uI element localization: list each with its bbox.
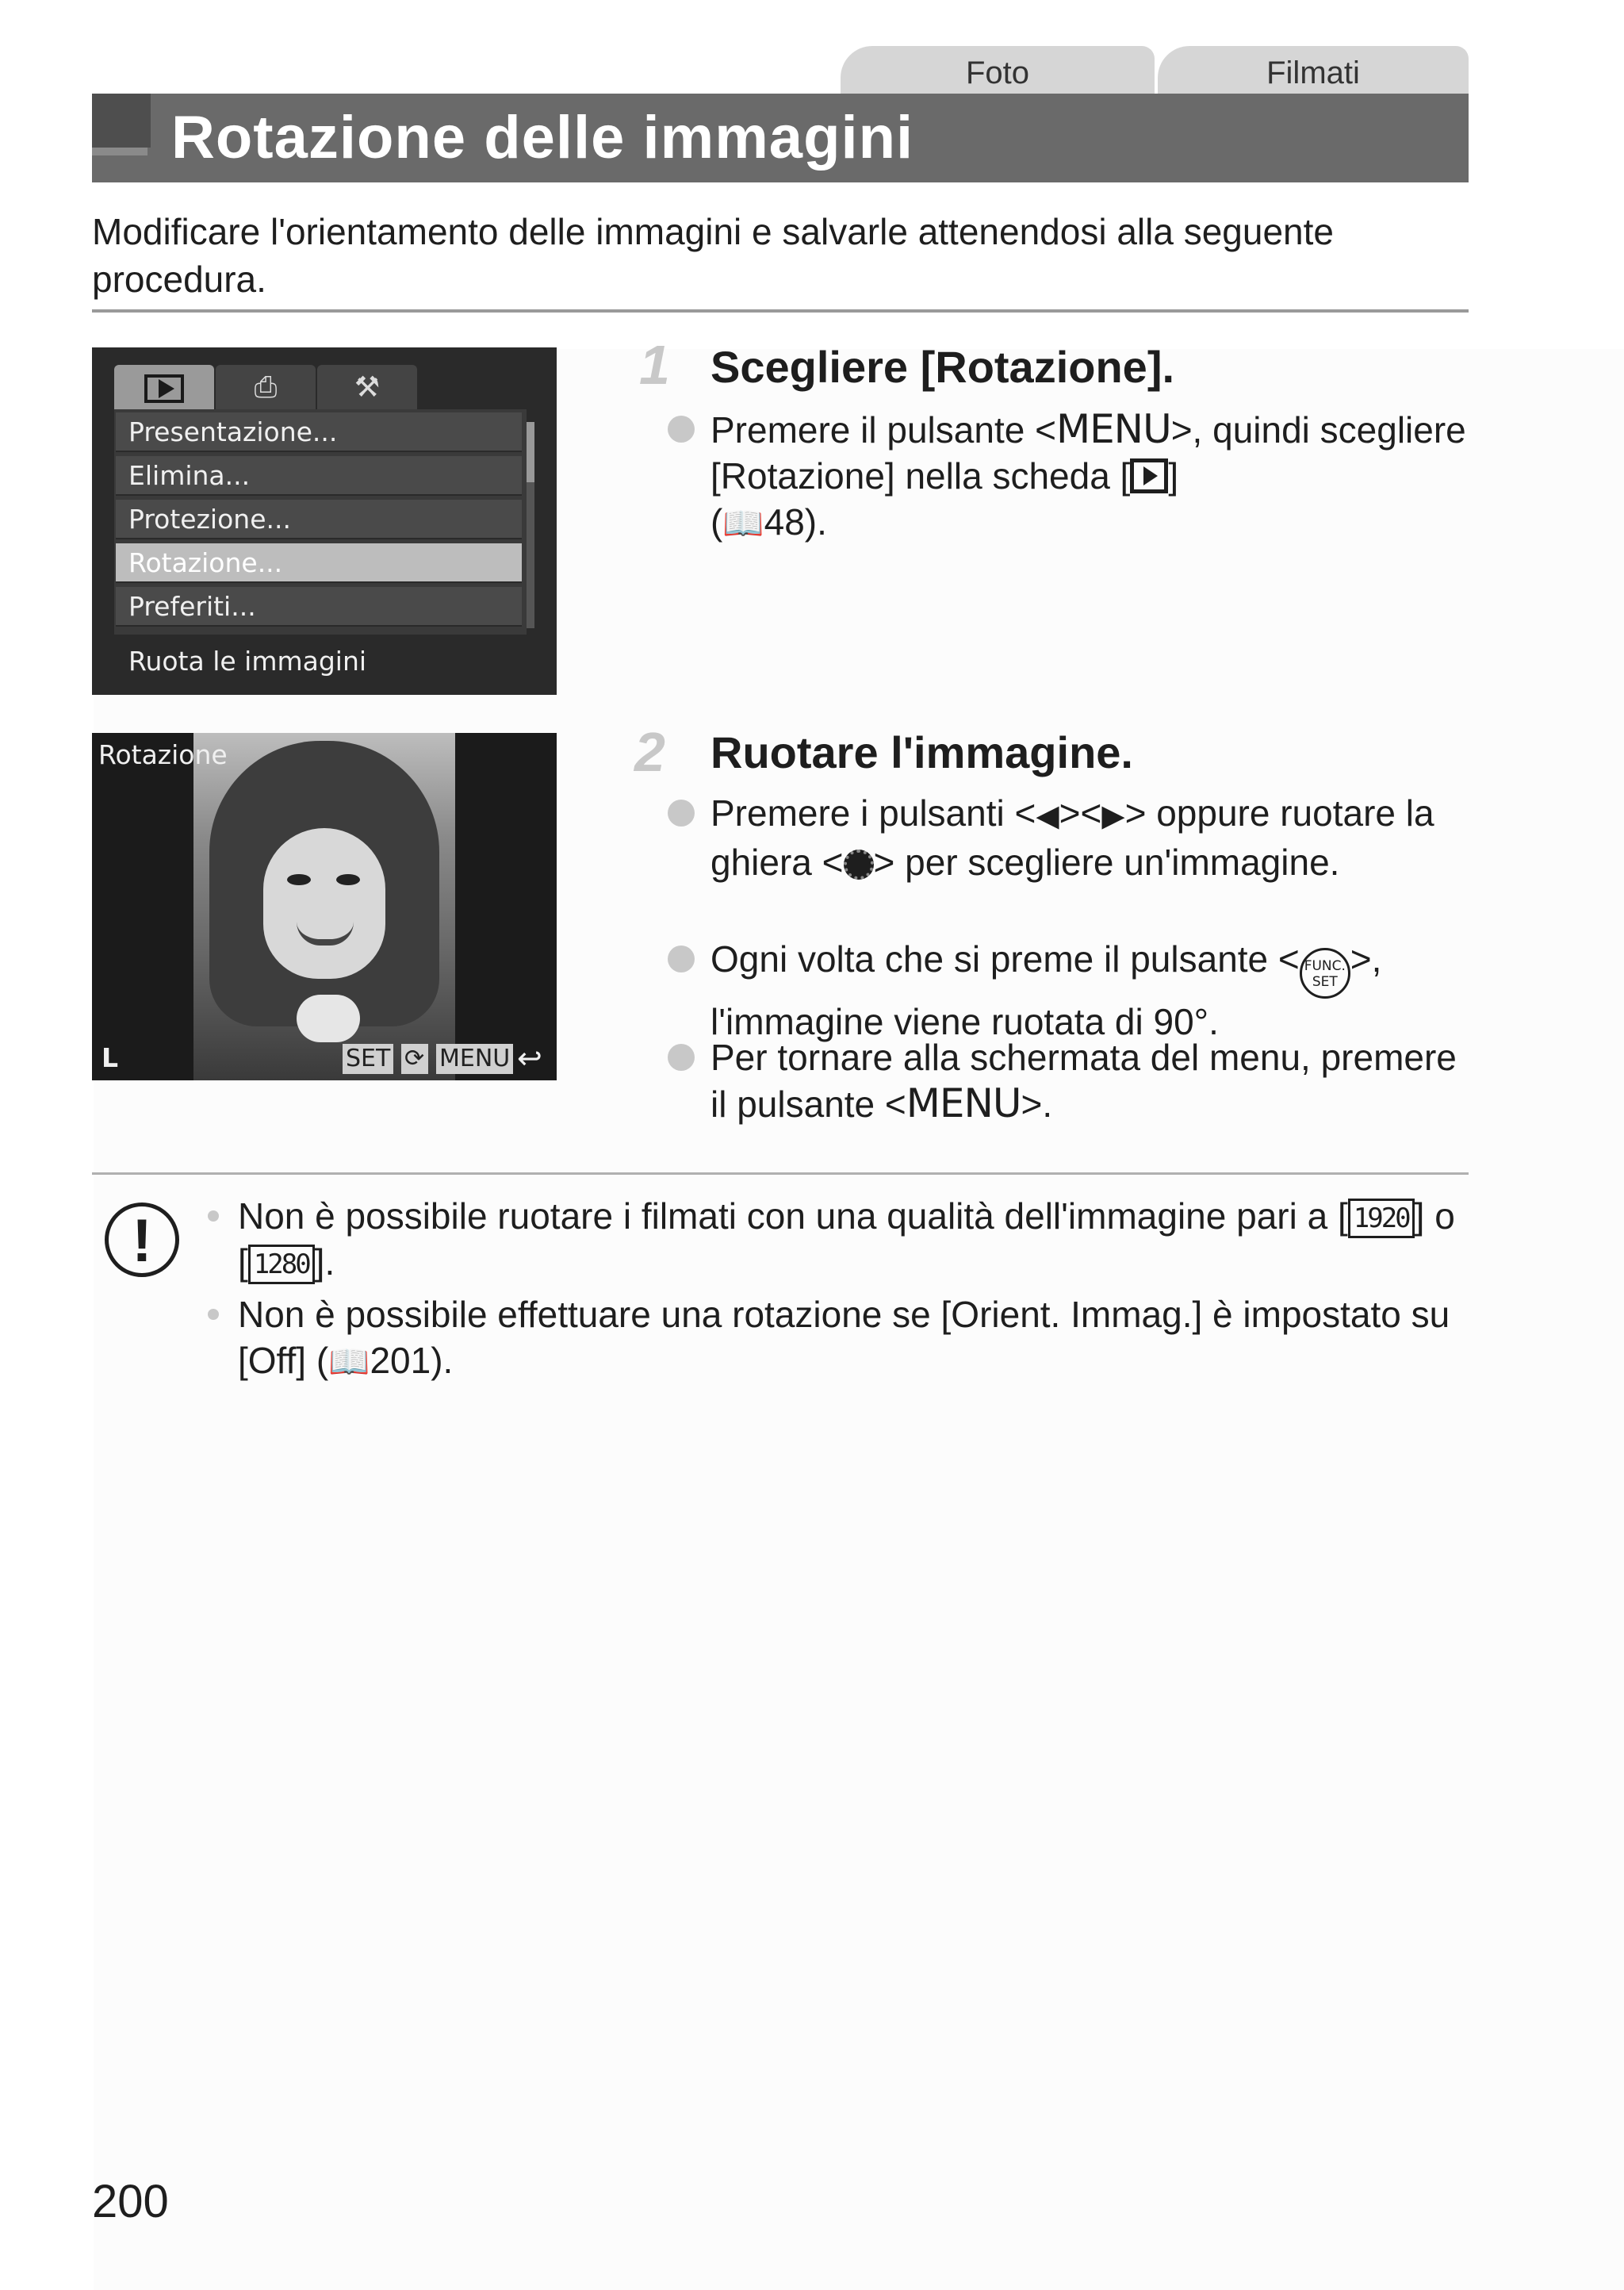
tools-tab [317,365,417,409]
book-reference-icon: 📖 [722,504,764,543]
control-dial-icon [844,850,874,880]
intro-text: Modificare l'orientamento delle immagini e salvarle attenendosi alla seguente procedura. [92,211,1334,300]
menu-item-elimina: Elimina... [116,456,522,496]
step-2-instruction-3: Per tornare alla schermata del menu, premere il pulsante <MENU>. [710,1037,1457,1126]
playback-tab-icon [1130,458,1168,493]
rotation-screen-label: Rotazione [98,739,228,770]
title-marker [92,94,151,148]
caution-note-2: Non è possibile effettuare una rotazione se [Orient. Immag.] è impostato su [Off] (📖201). [238,1294,1450,1381]
bullet-icon [668,946,695,972]
right-arrow-icon: ▶ [1101,800,1125,833]
note-bullet-icon [208,1309,219,1320]
book-reference-icon: 📖 [328,1342,370,1381]
caution-note-1: Non è possibile ruotare i filmati con una qualità dell'immagine pari a [ 1920 ] o [ 1280 ]. [238,1195,1455,1283]
title-marker-shadow [92,148,147,155]
menu-button-label: MENU [1055,406,1171,452]
camera-menu-screenshot [92,347,557,695]
note-bullet-icon [208,1210,219,1222]
bullet-icon [668,1044,695,1071]
menu-scrollbar-thumb [527,422,534,482]
page-title: Rotazione delle immagini [171,104,914,171]
rotate-icon: ⟳ [401,1044,428,1074]
step-2-number: 2 [634,721,665,783]
image-size-indicator: L [102,1042,119,1073]
camera-menu-tabs [114,365,503,409]
camera-rotation-screenshot [92,733,557,1080]
page-number: 200 [92,2176,169,2227]
menu-button-label: MENU [906,1080,1021,1126]
step-2-instruction-2: Ogni volta che si preme il pulsante < FUNC. SET>, l'immagine viene ruotata di 90°. [710,938,1382,1042]
left-arrow-icon: ◀ [1036,800,1059,833]
step-1-title: Scegliere [Rotazione]. [710,342,1175,392]
photo-eye-right [336,874,360,885]
photo-hand [297,995,360,1042]
photo-smile [297,922,354,946]
menu-hint: Ruota le immagini [128,646,367,677]
func-set-button-icon: FUNC. SET [1300,948,1350,999]
step-2-instruction-1: Premere i pulsanti <◀><▶> oppure ruotare la ghiera < > per scegliere un'immagine. [710,792,1434,883]
photo-face [263,828,385,979]
step-1-number: 1 [639,334,670,396]
tools-icon: ⚒ [354,370,381,403]
photo-eye-left [287,874,311,885]
girl-photo [193,733,455,1080]
menu-item-protezione: Protezione... [116,500,522,539]
camera-menu-list [114,409,527,635]
playback-icon-triangle [159,379,174,398]
tab-filmati: Filmati [1158,46,1469,94]
menu-item-preferiti: Preferiti... [116,587,522,627]
bullet-icon [668,800,695,827]
step-1-instruction: Premere il pulsante <MENU>, quindi scegliere [Rotazione] nella scheda [ ] (📖48). [710,406,1466,543]
back-icon: ↩ [517,1042,542,1076]
bullet-icon [668,416,695,443]
tab-foto: Foto [841,46,1155,94]
menu-item-rotazione: Rotazione... [116,543,522,583]
playback-tab [114,365,214,409]
divider [92,1172,1469,1175]
print-icon: ⎙ [254,370,278,403]
menu-button-hint: MENU [436,1044,513,1074]
caution-icon: ! [105,1203,179,1277]
step-2-title: Ruotare l'immagine. [710,727,1133,777]
movie-quality-1920-icon: 1920 [1348,1199,1415,1238]
set-button-hint: SET [343,1044,393,1074]
print-tab [216,365,316,409]
divider [92,309,1469,313]
menu-item-presentazione: Presentazione... [116,412,522,452]
movie-quality-1280-icon: 1280 [248,1245,315,1284]
